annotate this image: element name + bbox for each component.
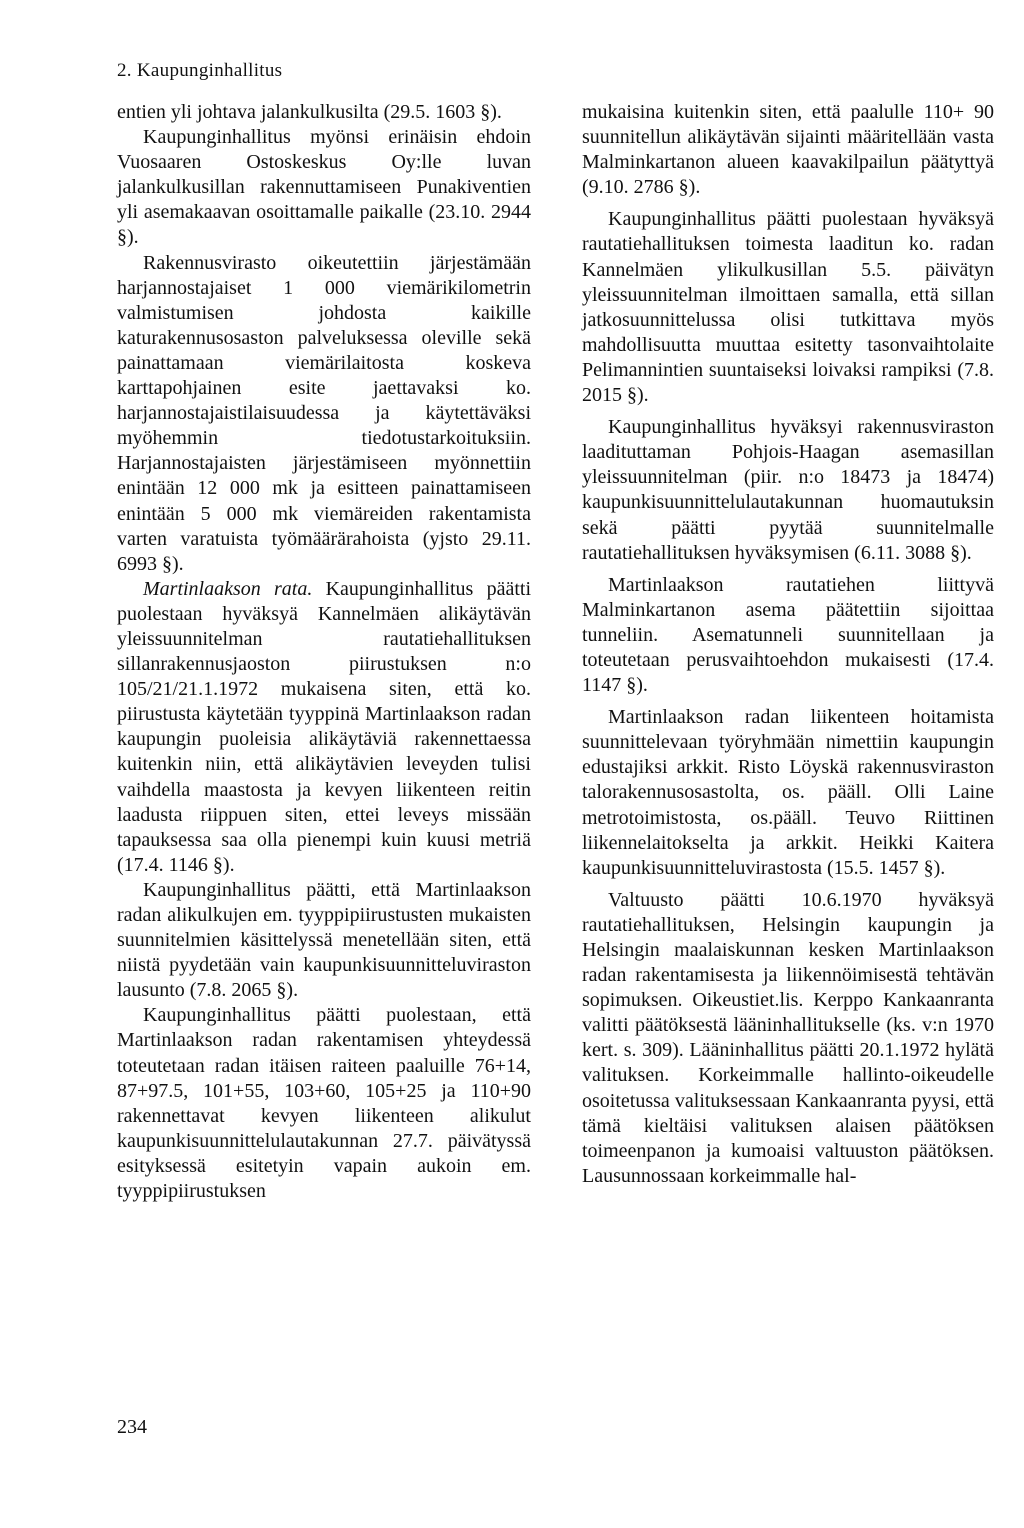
right-paragraph-6: Valtuusto päätti 10.6.1970 hyväksyä rautatiehallituksen, Helsingin kaupungin ja Helsingin maalaiskunnan kesken Martinlaakson radan rakentamisesta ja liikennöimisestä tehtävän sopimuksen. Oikeustiet.lis. Kerppo Kankaanranta valitti päätöksestä lääninhallitukselle (ks. v:n 1970 kert. s. 309). Lääninhallitus päätti 20.1.1972 hylätä valituksen. Korkeimmalle hallinto-oikeudelle osoitetussa valituksessaan Kankaanranta pyysi, että tämä kieltäisi valituksen alaisen päätöksen toimeenpanon ja kumoaisi valtuuston päätöksen. Lausunnossaan korkeimmalle hal- [582,888,994,1187]
left-paragraph-4 [117,577,531,878]
right-paragraph-1: mukaisina kuitenkin siten, että paalulle 110+ 90 suunnitellun alikäytävän sijainti määritellään vasta Malminkartanon alueen kaavakilpailun päätyttyä (9.10. 2786 §). [582,101,994,199]
running-head: 2. Kaupunginhallitus [117,60,283,81]
left-paragraph-2: Kaupunginhallitus myönsi erinäisin ehdoin Vuosaaren Ostoskeskus Oy:lle luvan jalankulkusillan rakennuttamiseen Punakiventien yli asemakaavan osoittamalle paikalle (23.10. 2944 §). [117,126,531,249]
left-paragraph-3: Rakennusvirasto oikeutettiin järjestämään harjannostajaiset 1 000 viemärikilometrin valmistumisen johdosta kaikille katurakennusosaston palveluksessa oleville sekä painattamaan viemärilaitosta koskeva karttapohjainen esite jaettavaksi ko. harjannostajaistilaisuudessa ja käytettäväksi myöhemmin tiedotustarkoituksiin. Harjannostajaisten järjestämiseen myönnettiin enintään 12 000 mk ja esitteen painattamiseen enintään 5 000 mk viemäreiden rakentamista varten varatuista työmäärärahoista (yjsto 29.11. 6993 §). [117,251,531,575]
right-paragraph-5: Martinlaakson radan liikenteen hoitamista suunnittelevaan työryhmään nimettiin kaupungin edustajiksi arkkit. Risto Löyskä rakennusviraston talorakennusosastolta, os. pääll. Olli Laine metrotoimistosta, os.pääll. Teuvo Riittinen liikennelaitokselta ja arkkit. Heikki Kaitera kaupunkisuunnitteluvirastosta (15.5. 1457 §). [582,706,994,879]
left-paragraph-6: Kaupunginhallitus päätti puolestaan, että Martinlaakson radan rakentamisen yhteydessä toteutetaan radan itäisen raiteen paaluille 76+14, 87+97.5, 101+55, 103+60, 105+25 ja 110+90 rakennettavat kevyen liikenteen alikulut kaupunkisuunnittelulautakunnan 27.7. päivätyssä esityksessä esitetyin vapain aukoin em. tyyppipiirustuksen [117,1004,531,1203]
left-paragraph-1: entien yli johtava jalankulkusilta (29.5. 1603 §). [117,101,502,123]
right-paragraph-4: Martinlaakson rautatiehen liittyvä Malminkartanon asema päätettiin sijoittaa tunneliin. Asematunneli suunnitellaan ja toteutetaan perusvaihtoehdon mukaisesti (17.4. 1147 §). [582,573,994,697]
page-number: 234 [117,1416,147,1438]
left-paragraph-5: Kaupunginhallitus päätti, että Martinlaakson radan alikulkujen em. tyyppipiirustusten mukaisten suunnitelmien käsittelyssä menetellään siten, että niistä pyydetään vain kaupunkisuunnitteluviraston lausunto (7.8. 2065 §). [117,878,531,1002]
section-heading-martinlaakson-rata: Martinlaakson rata. [143,577,313,600]
right-paragraph-2: Kaupunginhallitus päätti puolestaan hyväksyä rautatiehallituksen toimesta laaditun ko. radan Kannelmäen ylikulkusillan 5.5. päivätyn yleissuunnitelman ilmoittaen samalla, että sillan jatkosuunnittelussa olisi tutkittava myös mahdollisuutta muuttaa esitetty tasonvaihtolaite Pelimannintien suuntaiseksi loivaksi rampiksi (7.8. 2015 §). [582,208,994,407]
right-column [582,100,994,1189]
left-paragraph-4-text: Kaupunginhallitus päätti puolestaan hyväksyä Kannelmäen alikäytävän yleissuunnitelman rautatiehallituksen sillanrakennusjaoston piirustuksen n:o 105/21/21.1.1972 mukaisena siten, että ko. piirustusta käytetään tyyppinä Martinlaakson radan kaupungin puoleisia alikäytäviä rakennettaessa kuitenkin niin, että alikäytävien leveyden tulisi vaihdella maastosta ja kevyen liikenteen reitin laadusta riippuen siten, ettei leveys missään tapauksessa saa olla pienempi kuin kuusi metriä (17.4. 1146 §). [117,577,531,876]
left-column [117,100,531,1204]
right-paragraph-3: Kaupunginhallitus hyväksyi rakennusviraston laadituttaman Pohjois-Haagan asemasillan yleissuunnitelman (piir. n:o 18473 ja 18474) kaupunkisuunnittelulautakunnan huomautuksin sekä päätti pyytää suunnitelmalle rautatiehallituksen hyväksymisen (6.11. 3088 §). [582,416,994,564]
